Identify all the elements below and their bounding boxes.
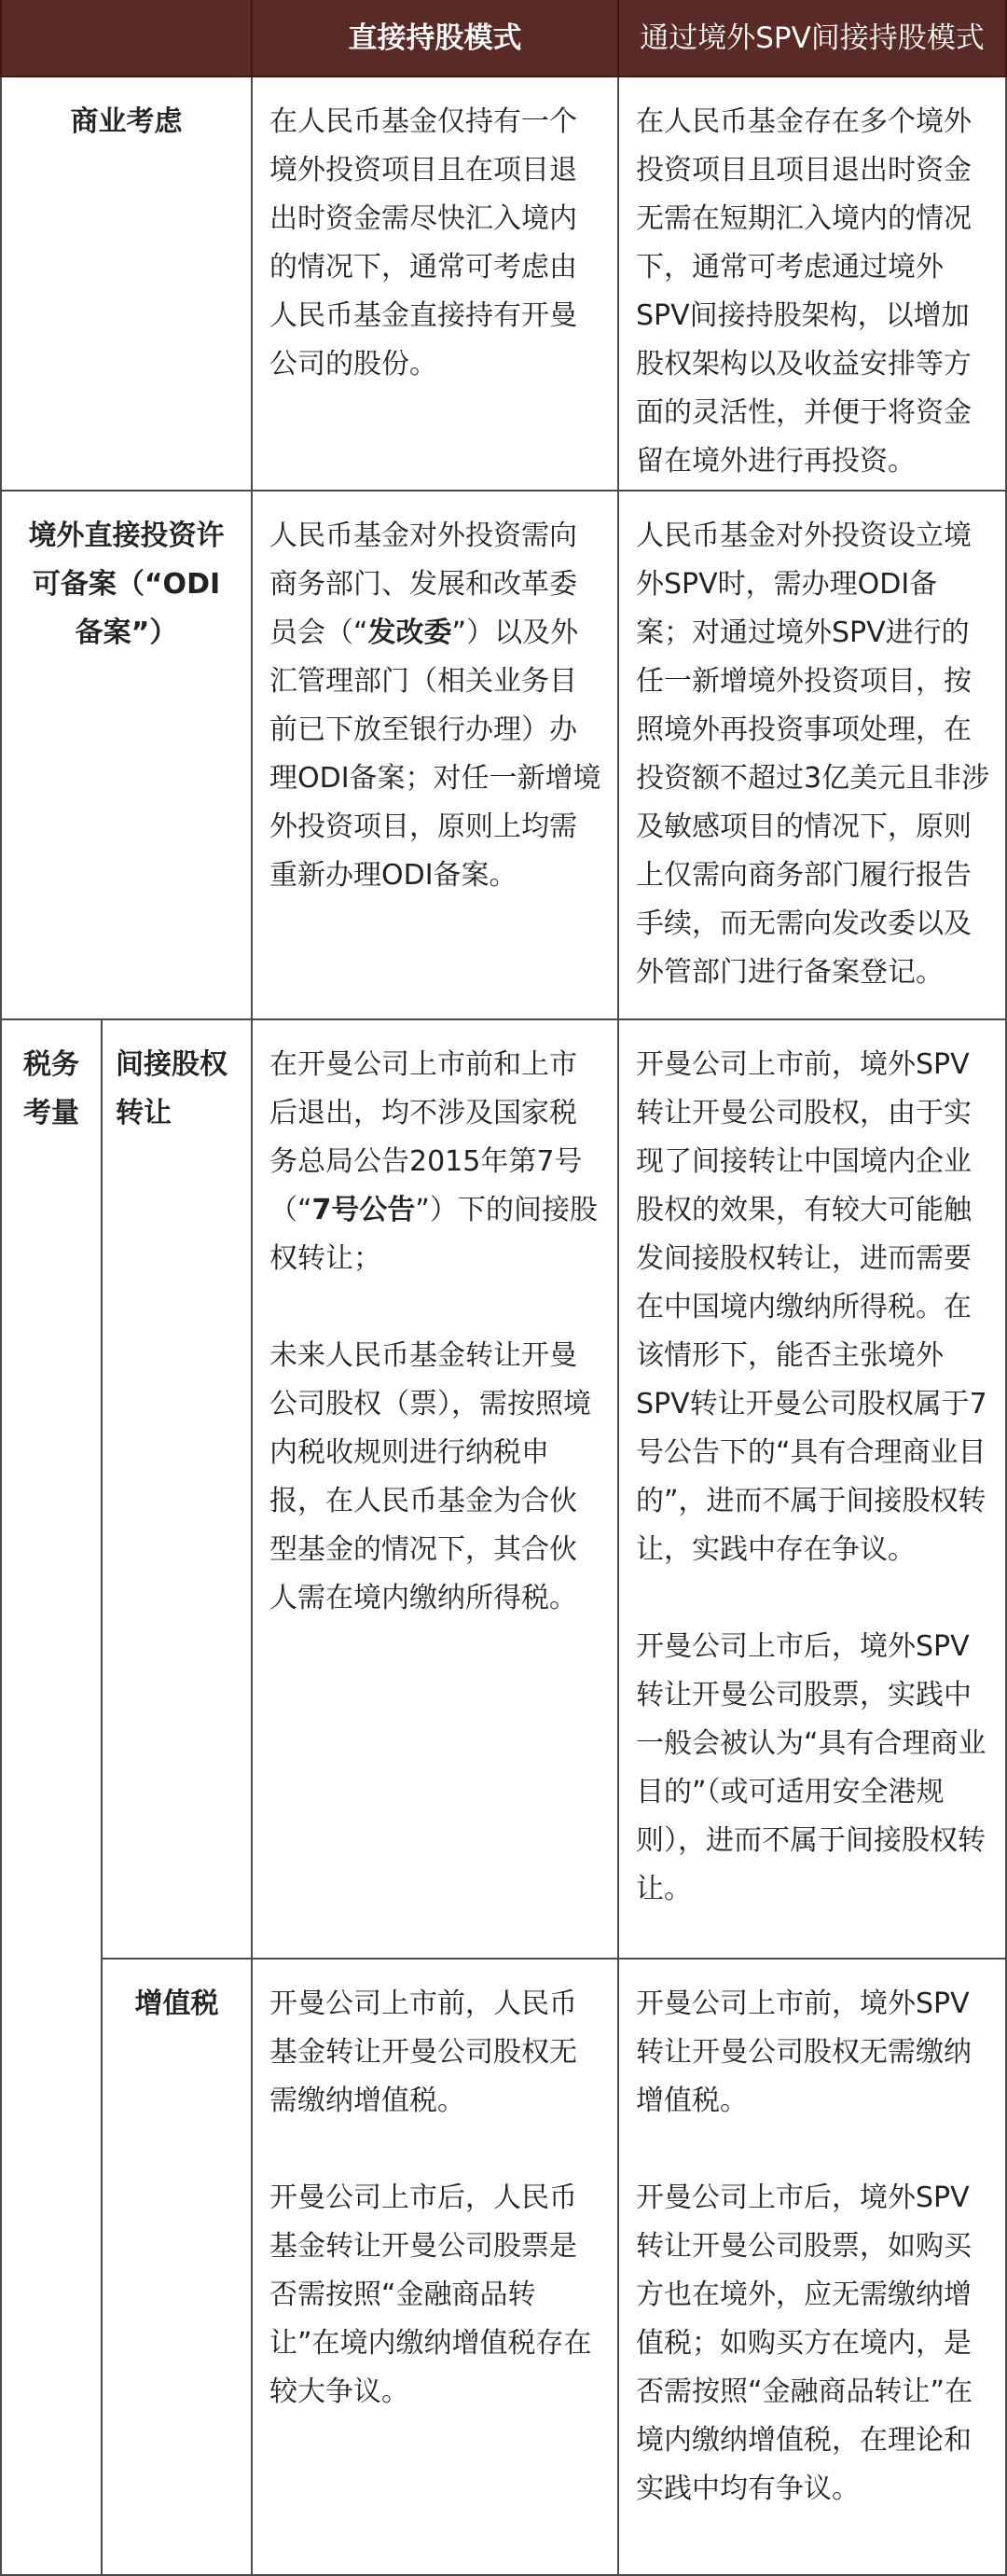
- indirect-spv-paragraph-2: 开曼公司上市后，境外SPV转让开曼公司股票，实践中一般会被认为“具有合理商业目的”（或可适用安全港规则），进而不属于间接股权转让。: [636, 1630, 986, 1905]
- indirect-direct-defined-term: 7号公告: [311, 1194, 416, 1226]
- cell-indirect-direct: [253, 1020, 619, 1960]
- cell-commercial-spv: 在人民币基金存在多个境外投资项目且项目退出时资金无需在短期汇入境内的情况下，通常可考虑通过境外SPV间接持股架构，以增加股权架构以及收益安排等方面的灵活性，并便于将资金留在境外进行再投资。: [619, 77, 1007, 492]
- indirect-direct-p1-text-a: 在开曼公司上市前和上市后退出，均不涉及国家税务总局公告2015年第7号（“: [269, 1048, 583, 1226]
- header-direct-mode: 直接持股模式: [253, 0, 619, 77]
- odi-direct-text-a: 人民币基金对外投资需向商务部门、发展和改革委员会（“: [269, 519, 577, 649]
- indirect-direct-p1-text-b: ”）下的间接股权转让；: [269, 1194, 598, 1275]
- cell-commercial-direct: 在人民币基金仅持有一个境外投资项目且在项目退出时资金需尽快汇入境内的情况下，通常可考虑由人民币基金直接持有开曼公司的股份。: [253, 77, 619, 492]
- cell-odi-direct: [253, 492, 619, 1020]
- cell-indirect-spv: [619, 1020, 1007, 1960]
- cell-odi-spv: 人民币基金对外投资设立境外SPV时，需办理ODI备案；对通过境外SPV进行的任一新增境外投资项目，按照境外再投资事项处理，在投资额不超过3亿美元且非涉及敏感项目的情况下，原则上仅需向商务部门履行报告手续，而无需向发改委以及外管部门进行备案登记。: [619, 492, 1007, 1020]
- vat-spv-paragraph-1: 开曼公司上市前，境外SPV转让开曼公司股权无需缴纳增值税。: [636, 1987, 972, 2117]
- subrow-label-vat: 增值税: [103, 1960, 253, 2576]
- header-empty-cell: [0, 0, 253, 77]
- cell-vat-direct: [253, 1960, 619, 2576]
- vat-direct-paragraph-2: 开曼公司上市后，人民币基金转让开曼公司股票是否需按照“金融商品转让”在境内缴纳增值税存在较大争议。: [269, 2181, 592, 2408]
- odi-direct-text-b: ”）以及外汇管理部门（相关业务目前已下放至银行办理）办理ODI备案；对任一新增境外投资项目，原则上均需重新办理ODI备案。: [269, 616, 601, 892]
- indirect-spv-paragraph-1: 开曼公司上市前，境外SPV转让开曼公司股权，由于实现了间接转让中国境内企业股权的效果，有较大可能触发间接股权转让，进而需要在中国境内缴纳所得税。在该情形下，能否主张境外SPV转让开曼公司股权属于7号公告下的“具有合理商业目的”，进而不属于间接股权转让，实践中存在争议。: [636, 1048, 987, 1566]
- vat-direct-paragraph-1: 开曼公司上市前，人民币基金转让开曼公司股权无需缴纳增值税。: [269, 1987, 577, 2117]
- subrow-label-indirect-transfer: 间接股权转让: [103, 1020, 253, 1960]
- row-label-odi: 境外直接投资许可备案（“ODI备案”）: [0, 492, 253, 1020]
- odi-direct-defined-term: 发改委: [367, 616, 452, 649]
- indirect-direct-paragraph-2: 未来人民币基金转让开曼公司股权（票），需按照境内税收规则进行纳税申报，在人民币基金为合伙型基金的情况下，其合伙人需在境内缴纳所得税。: [269, 1339, 591, 1614]
- vat-spv-paragraph-2: 开曼公司上市后，境外SPV转让开曼公司股票，如购买方也在境外，应无需缴纳增值税；如购买方在境内，是否需按照“金融商品转让”在境内缴纳增值税，在理论和实践中均有争议。: [636, 2181, 973, 2505]
- row-label-commercial: 商业考虑: [0, 77, 253, 492]
- indirect-direct-paragraph-1: [269, 1041, 602, 1283]
- row-label-tax: 税务考量: [0, 1020, 103, 2576]
- header-spv-mode: 通过境外SPV间接持股模式: [619, 0, 1007, 77]
- cell-vat-spv: [619, 1960, 1007, 2576]
